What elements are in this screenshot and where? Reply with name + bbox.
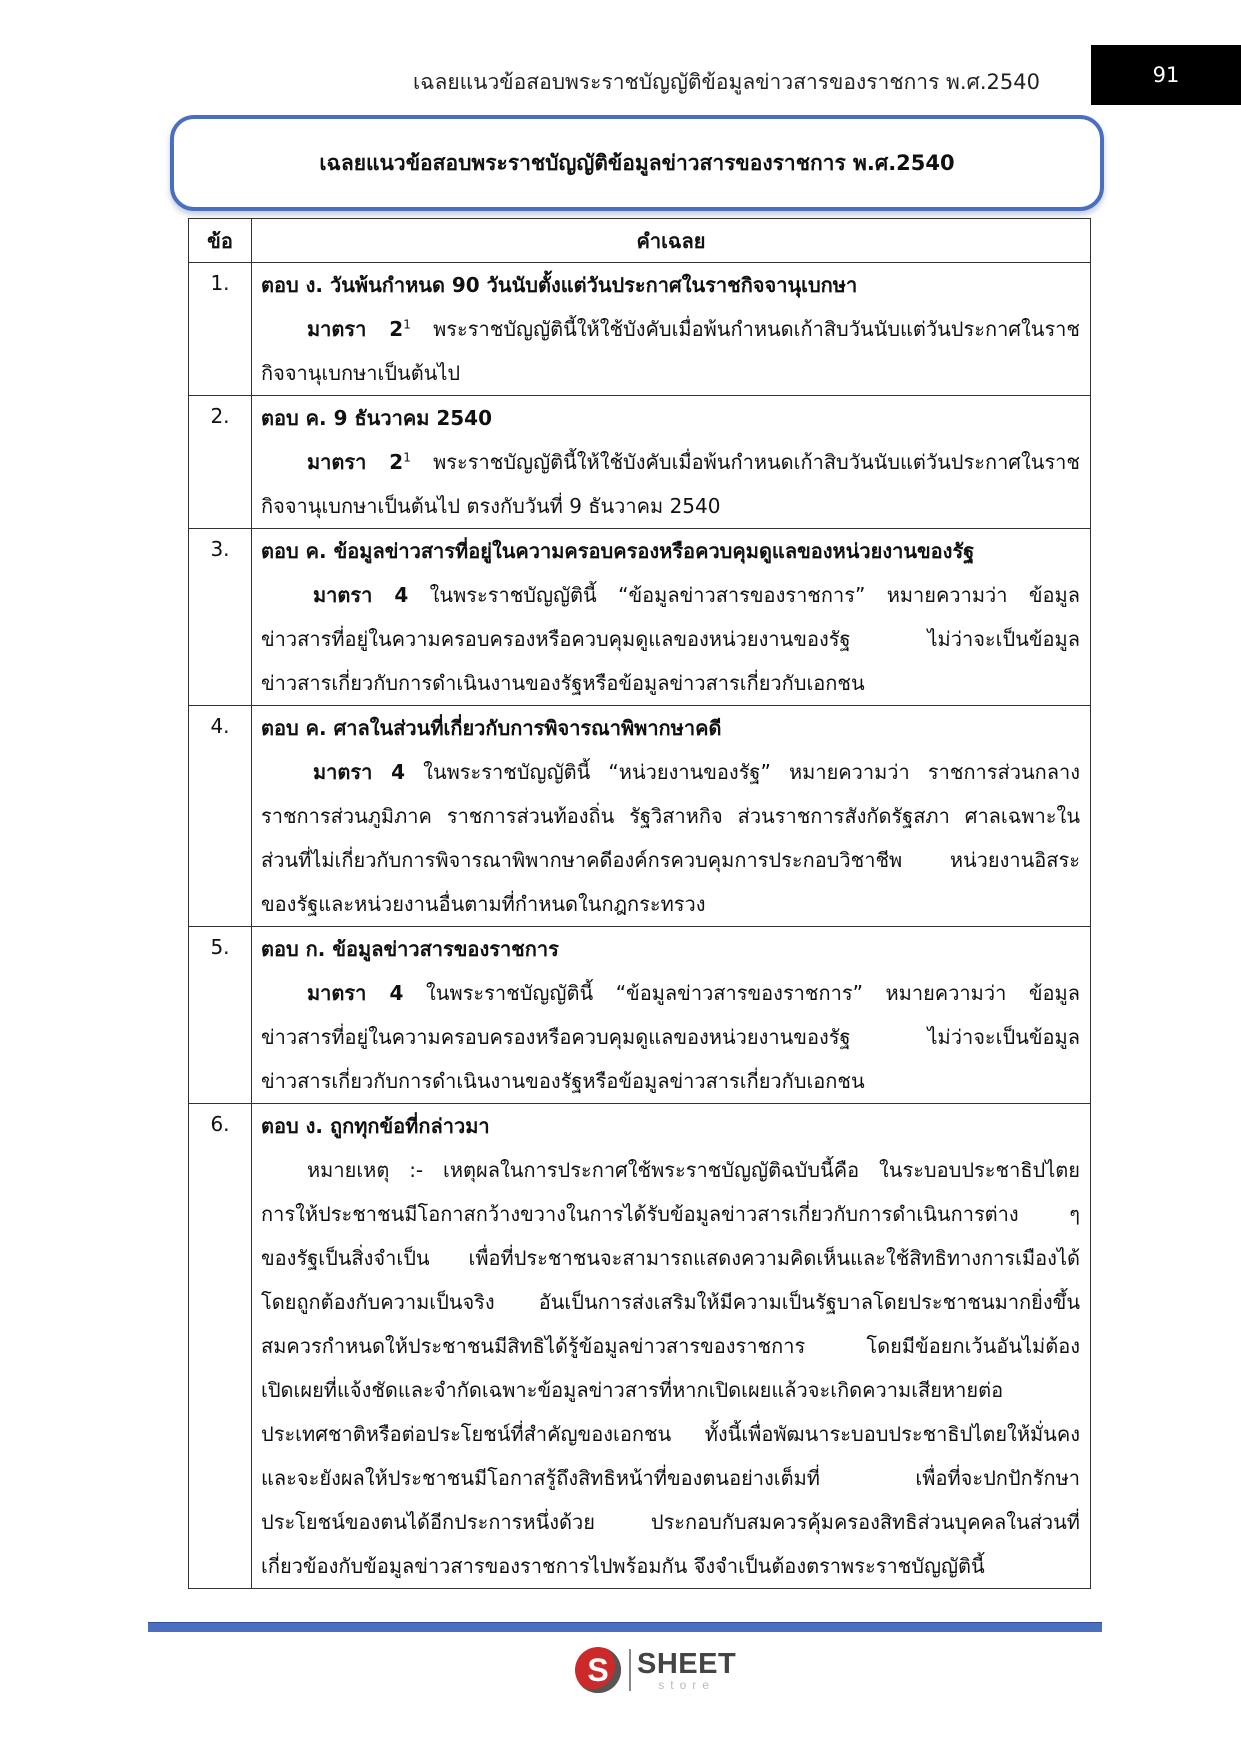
- logo-s-icon: S: [575, 1647, 621, 1693]
- table-row: [189, 263, 1091, 396]
- answer-cell: [252, 529, 1091, 706]
- explanation-text: สมควรกำหนดให้ประชาชนมีสิทธิได้รู้ข้อมูลข่าวสารของราชการ โดยมีข้อยกเว้นอันไม่ต้อง: [261, 1334, 1080, 1358]
- row-number: 4.: [189, 706, 252, 927]
- table-row: [189, 706, 1091, 927]
- column-header-answer: คำเฉลย: [252, 219, 1091, 263]
- explanation-text: ในพระราชบัญญัตินี้ “หน่วยงานของรัฐ” หมายความว่า ราชการส่วนกลาง: [405, 760, 1080, 784]
- explanation-line: [261, 1412, 1080, 1456]
- table-row: [189, 927, 1091, 1104]
- explanation-line: [261, 661, 1080, 705]
- explanation-line: [261, 1059, 1080, 1103]
- sheet-store-logo: [575, 1645, 736, 1695]
- logo-wordmark: [637, 1647, 737, 1692]
- table-header-row: [189, 219, 1091, 263]
- answer-choice: ตอบ ง. วันพ้นกำหนด 90 วันนับตั้งแต่วันประกาศในราชกิจจานุเบกษา: [261, 273, 858, 297]
- explanation-text: และจะยังผลให้ประชาชนมีโอกาสรู้ถึงสิทธิหน้าที่ของตนอย่างเต็มที่ เพื่อที่จะปกปักรักษา: [261, 1466, 1080, 1490]
- explanation-line: [261, 1324, 1080, 1368]
- explanation-line: [261, 1015, 1080, 1059]
- logo-subtext: store: [658, 1677, 715, 1692]
- explanation-line: [261, 1192, 1080, 1236]
- explanation-text: เปิดเผยที่แจ้งชัดและจำกัดเฉพาะข้อมูลข่าวสารที่หากเปิดเผยแล้วจะเกิดความเสียหายต่อ: [261, 1378, 1004, 1402]
- explanation-line: [261, 1148, 1080, 1192]
- answer-choice: ตอบ ค. ข้อมูลข่าวสารที่อยู่ในความครอบครองหรือควบคุมดูแลของหน่วยงานของรัฐ: [261, 539, 975, 563]
- explanation-line: [261, 1544, 1080, 1588]
- explanation-text: การให้ประชาชนมีโอกาสกว้างขวางในการได้รับข้อมูลข่าวสารเกี่ยวกับการดำเนินการต่าง ๆ: [261, 1202, 1080, 1226]
- document-title: เฉลยแนวข้อสอบพระราชบัญญัติข้อมูลข่าวสารของราชการ พ.ศ.2540: [319, 150, 955, 175]
- explanation-text: ข่าวสารที่อยู่ในความครอบครองหรือควบคุมดูแลของหน่วยงานของรัฐ ไม่ว่าจะเป็นข้อมูล: [261, 627, 1080, 651]
- logo-divider: [629, 1649, 631, 1691]
- explanation-text: กิจจานุเบกษาเป็นต้นไป: [261, 361, 461, 385]
- table-row: [189, 529, 1091, 706]
- explanation-text: ราชการส่วนภูมิภาค ราชการส่วนท้องถิ่น รัฐวิสาหกิจ ส่วนราชการสังกัดรัฐสภา ศาลเฉพาะใน: [261, 804, 1080, 828]
- answer-choice: ตอบ ก. ข้อมูลข่าวสารของราชการ: [261, 937, 559, 961]
- answer-choice: ตอบ ค. 9 ธันวาคม 2540: [261, 406, 493, 430]
- explanation-text: กิจจานุเบกษาเป็นต้นไป ตรงกับวันที่ 9 ธันวาคม 2540: [261, 494, 721, 518]
- explanation-text: ของรัฐและหน่วยงานอื่นตามที่กำหนดในกฎกระทรวง: [261, 892, 706, 916]
- section-ref: มาตรา 4: [313, 760, 406, 784]
- section-ref: มาตรา 2: [307, 450, 404, 474]
- explanation-line: [261, 351, 1080, 395]
- section-ref: มาตรา 4: [307, 981, 404, 1005]
- footnote-mark: 1: [403, 450, 411, 465]
- answer-cell: [252, 706, 1091, 927]
- answer-cell: [252, 927, 1091, 1104]
- explanation-text: ข่าวสารเกี่ยวกับการดำเนินงานของรัฐหรือข้อมูลข่าวสารเกี่ยวกับเอกชน: [261, 671, 865, 695]
- answer-choice: ตอบ ค. ศาลในส่วนที่เกี่ยวกับการพิจารณาพิพากษาคดี: [261, 716, 722, 740]
- explanation-text: ในพระราชบัญญัตินี้ “ข้อมูลข่าวสารของราชการ” หมายความว่า ข้อมูล: [408, 583, 1080, 607]
- explanation-text: ข่าวสารที่อยู่ในความครอบครองหรือควบคุมดูแลของหน่วยงานของรัฐ ไม่ว่าจะเป็นข้อมูล: [261, 1025, 1080, 1049]
- explanation-text: ส่วนที่ไม่เกี่ยวกับการพิจารณาพิพากษาคดีองค์กรควบคุมการประกอบวิชาชีพ หน่วยงานอิสระ: [261, 848, 1080, 872]
- explanation-line: [261, 440, 1080, 484]
- section-ref: มาตรา 2: [307, 317, 404, 341]
- row-number: 5.: [189, 927, 252, 1104]
- row-number: 2.: [189, 396, 252, 529]
- explanation-line: [261, 617, 1080, 661]
- explanation-line: [261, 1368, 1080, 1412]
- title-box: [170, 115, 1104, 211]
- explanation-line: [261, 1456, 1080, 1500]
- answer-table: [188, 218, 1091, 1589]
- column-header-no: ข้อ: [189, 219, 252, 263]
- footnote-mark: 1: [403, 317, 411, 332]
- row-number: 3.: [189, 529, 252, 706]
- explanation-text: ข่าวสารเกี่ยวกับการดำเนินงานของรัฐหรือข้อมูลข่าวสารเกี่ยวกับเอกชน: [261, 1069, 865, 1093]
- explanation-line: [261, 1280, 1080, 1324]
- explanation-text: ประโยชน์ของตนได้อีกประการหนึ่งด้วย ประกอบกับสมควรคุ้มครองสิทธิส่วนบุคคลในส่วนที่: [261, 1510, 1080, 1534]
- explanation-line: [261, 794, 1080, 838]
- explanation-text: หมายเหตุ :- เหตุผลในการประกาศใช้พระราชบัญญัติฉบับนี้คือ ในระบอบประชาธิปไตย: [307, 1158, 1080, 1182]
- explanation-text: ของรัฐเป็นสิ่งจำเป็น เพื่อที่ประชาชนจะสามารถแสดงความคิดเห็นและใช้สิทธิทางการเมืองได้: [261, 1246, 1080, 1270]
- page-number: 91: [1091, 45, 1241, 105]
- table-body: [189, 263, 1091, 1589]
- explanation-text: พระราชบัญญัตินี้ให้ใช้บังคับเมื่อพ้นกำหนดเก้าสิบวันนับแต่วันประกาศในราช: [410, 317, 1080, 341]
- explanation-line: [261, 1236, 1080, 1280]
- explanation-text: เกี่ยวข้องกับข้อมูลข่าวสารของราชการไปพร้อมกัน จึงจำเป็นต้องตราพระราชบัญญัตินี้: [261, 1554, 985, 1578]
- row-number: 1.: [189, 263, 252, 396]
- explanation-text: พระราชบัญญัตินี้ให้ใช้บังคับเมื่อพ้นกำหนดเก้าสิบวันนับแต่วันประกาศในราช: [410, 450, 1080, 474]
- answer-cell: [252, 396, 1091, 529]
- explanation-text: ในพระราชบัญญัตินี้ “ข้อมูลข่าวสารของราชการ” หมายความว่า ข้อมูล: [403, 981, 1080, 1005]
- explanation-line: [261, 838, 1080, 882]
- explanation-text: โดยถูกต้องกับความเป็นจริง อันเป็นการส่งเสริมให้มีความเป็นรัฐบาลโดยประชาชนมากยิ่งขึ้น: [261, 1290, 1080, 1314]
- row-number: 6.: [189, 1104, 252, 1589]
- section-ref: มาตรา 4: [313, 583, 409, 607]
- explanation-line: [261, 882, 1080, 926]
- explanation-line: [261, 484, 1080, 528]
- answer-cell: [252, 263, 1091, 396]
- answer-choice: ตอบ ง. ถูกทุกข้อที่กล่าวมา: [261, 1114, 490, 1138]
- running-header-title: เฉลยแนวข้อสอบพระราชบัญญัติข้อมูลข่าวสารของราชการ พ.ศ.2540: [412, 70, 1040, 94]
- table-row: [189, 1104, 1091, 1589]
- explanation-line: [261, 307, 1080, 351]
- table-row: [189, 396, 1091, 529]
- explanation-line: [261, 971, 1080, 1015]
- explanation-line: [261, 1500, 1080, 1544]
- logo-text: SHEET: [637, 1647, 737, 1680]
- explanation-line: [261, 750, 1080, 794]
- answer-cell: [252, 1104, 1091, 1589]
- explanation-text: ประเทศชาติหรือต่อประโยชน์ที่สำคัญของเอกชน ทั้งนี้เพื่อพัฒนาระบอบประชาธิปไตยให้มั่นคง: [261, 1422, 1080, 1446]
- footer-bar: [148, 1622, 1102, 1632]
- explanation-line: [261, 573, 1080, 617]
